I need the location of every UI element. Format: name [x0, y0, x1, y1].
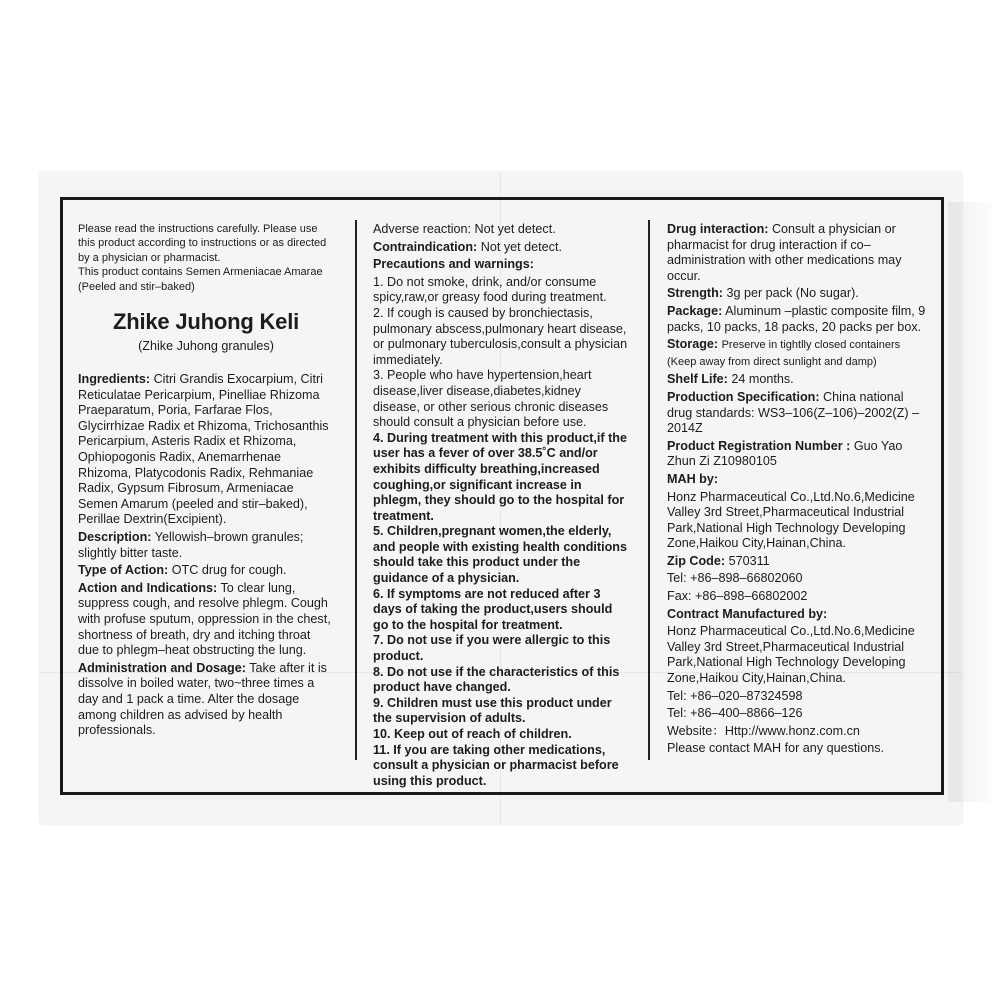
fax-mah: Fax: +86–898–66802002: [667, 589, 808, 604]
spec-text: China national drug standards: WS3–106(Z–106)–2002(Z) –2014Z: [667, 389, 920, 436]
type-label: Type of Action:: [78, 563, 169, 578]
admin-label: Administration and Dosage:: [78, 660, 246, 675]
website: Website：Http://www.honz.com.cn: [667, 723, 860, 738]
interaction-section: [667, 222, 927, 284]
precaution-item: 6. If symptoms are not reduced after 3 days of taking the product,users should go to the hospital for treatment.: [373, 586, 613, 632]
tel-cm-1: Tel: +86–020–87324598: [667, 688, 803, 703]
strength-label: Strength:: [667, 286, 723, 301]
contains-text: This product contains Semen Armeniacae Amarae (Peeled and stir–baked): [78, 266, 323, 293]
adverse-section: [373, 222, 629, 238]
column-2: [373, 222, 629, 789]
column-divider-1: [355, 220, 357, 760]
reg-text: Guo Yao Zhun Zi Z10980105: [667, 438, 903, 469]
action-section: [78, 581, 334, 659]
intro-block: [78, 222, 334, 294]
package-section: [667, 304, 927, 335]
action-text: To clear lung, suppress cough, and resolve phlegm. Cough with profuse sputum, oppression in the chest, shortness of breath, dry and itching throat due to phlegm–heat obstructing the lung.: [78, 580, 331, 658]
description-text: Yellowish–brown granules; slightly bitter taste.: [78, 529, 304, 560]
storage-text: Preserve in tightlly closed containers (Keep away from direct sunlight and damp): [667, 339, 901, 368]
precaution-item: 2. If cough is caused by bronchiectasis, pulmonary abscess,pulmonary heart disease, or pulmonary tuberculosis,consult a physician immediately.: [373, 305, 628, 367]
admin-text: Take after it is dissolve in boiled water, two~three times a day and 1 pack a time. Alter the dosage among children as advised by health professionals.: [78, 660, 327, 738]
ingredients-label: Ingredients:: [78, 372, 151, 387]
precaution-item: 8. Do not use if the characteristics of this product have changed.: [373, 664, 620, 695]
precaution-item: 3. People who have hypertension,heart disease,liver disease,diabetes,kidney disease, or other serious chronic diseases should consult a physician before use.: [373, 368, 609, 430]
spec-label: Production Specification:: [667, 389, 820, 404]
mah-label: MAH by:: [667, 471, 719, 486]
column-divider-2: [648, 220, 650, 760]
precaution-item: 10. Keep out of reach of children.: [373, 727, 572, 741]
precautions-heading: Precautions and warnings:: [373, 257, 534, 272]
contra-label: Contraindication:: [373, 239, 478, 254]
intro-text: Please read the instructions carefully. Please use this product according to instructions or as directed by a physician or pharmacist.: [78, 223, 327, 264]
contra-section: [373, 240, 629, 256]
product-title: Zhike Juhong Keli: [112, 309, 300, 335]
shelf-label: Shelf Life:: [667, 372, 728, 387]
strength-text: 3g per pack (No sugar).: [726, 286, 859, 301]
reg-section: [667, 439, 927, 470]
adverse-label: Adverse reaction:: [373, 222, 472, 236]
product-subtitle: (Zhike Juhong granules): [138, 339, 274, 354]
zip-text: 570311: [728, 553, 770, 568]
package-text: Aluminum –plastic composite film, 9 packs, 10 packs, 18 packs, 20 packs per box.: [667, 303, 926, 334]
spec-section: [667, 390, 927, 437]
storage-label: Storage:: [667, 337, 719, 352]
precaution-item: 7. Do not use if you were allergic to this product.: [373, 633, 611, 664]
storage-section: [667, 337, 927, 370]
interaction-text: Consult a physician or pharmacist for drug interaction if co–administration with other medications may occur.: [667, 222, 902, 283]
ingredients-section: [78, 372, 334, 528]
type-section: [78, 563, 334, 579]
reg-label: Product Registration Number :: [667, 438, 851, 453]
description-section: [78, 530, 334, 561]
column-3: [667, 222, 927, 759]
action-label: Action and Indications:: [78, 580, 218, 595]
tel-maH: Tel: +86–898–66802060: [667, 571, 803, 586]
contra-text: Not yet detect.: [480, 239, 562, 254]
tel-cm-2: Tel: +86–400–8866–126: [667, 706, 803, 721]
zip-section: [667, 554, 927, 570]
precaution-item: 11. If you are taking other medications, consult a physician or pharmacist before using this product.: [373, 742, 619, 788]
interaction-label: Drug interaction:: [667, 222, 769, 236]
precaution-item: 5. Children,pregnant women,the elderly, and people with existing health conditions should take this product under the guidance of a physician.: [373, 524, 627, 586]
package-label: Package:: [667, 303, 723, 318]
description-label: Description:: [78, 529, 152, 544]
precaution-item: 4. During treatment with this product,if the user has a fever of over 38.5˚C and/or exhibits difficulty breathing,increased coughing,or significant increase in phlegm, they should go to the hospital for treatment.: [373, 430, 627, 523]
contact-note: Please contact MAH for any questions.: [667, 741, 885, 756]
admin-section: [78, 661, 334, 739]
zip-label: Zip Code:: [667, 553, 726, 568]
ingredients-text: Citri Grandis Exocarpium, Citri Reticulatae Pericarpium, Pinelliae Rhizoma Praeparatum, Poria, Farfarae Flos, Glycirrhizae Radix et Rhizoma, Trichosanthis Pericarpium, Asteris Radix et Rhizoma, Ophiopogonis Radix, Anemarrhenae Rhizoma, Platycodonis Radix, Rehmaniae Radix, Gypsum Fibrosum, Armeniacae Semen Amarum (peeled and stir–baked), Perillae Dextrin(Excipient).: [78, 372, 329, 527]
mah-text: Honz Pharmaceutical Co.,Ltd.No.6,Medicine Valley 3rd Street,Pharmaceutical Industrial Park,National High Technology Developing Zone,Haikou City,Hainan,China.: [667, 489, 915, 551]
column-1: [78, 222, 334, 741]
cm-label: Contract Manufactured by:: [667, 606, 828, 621]
adverse-text: Not yet detect.: [474, 222, 556, 236]
precaution-item: 9. Children must use this product under the supervision of adults.: [373, 695, 612, 726]
cm-text: Honz Pharmaceutical Co.,Ltd.No.6,Medicine Valley 3rd Street,Pharmaceutical Industrial Park,National High Technology Developing Zone,Haikou City,Hainan,China.: [667, 624, 915, 686]
type-text: OTC drug for cough.: [171, 563, 287, 578]
shelf-text: 24 months.: [731, 372, 794, 387]
shelf-section: [667, 372, 927, 388]
show-through-shadow: [948, 202, 992, 802]
strength-section: [667, 286, 927, 302]
precaution-item: 1. Do not smoke, drink, and/or consume spicy,raw,or greasy food during treatment.: [373, 274, 607, 305]
